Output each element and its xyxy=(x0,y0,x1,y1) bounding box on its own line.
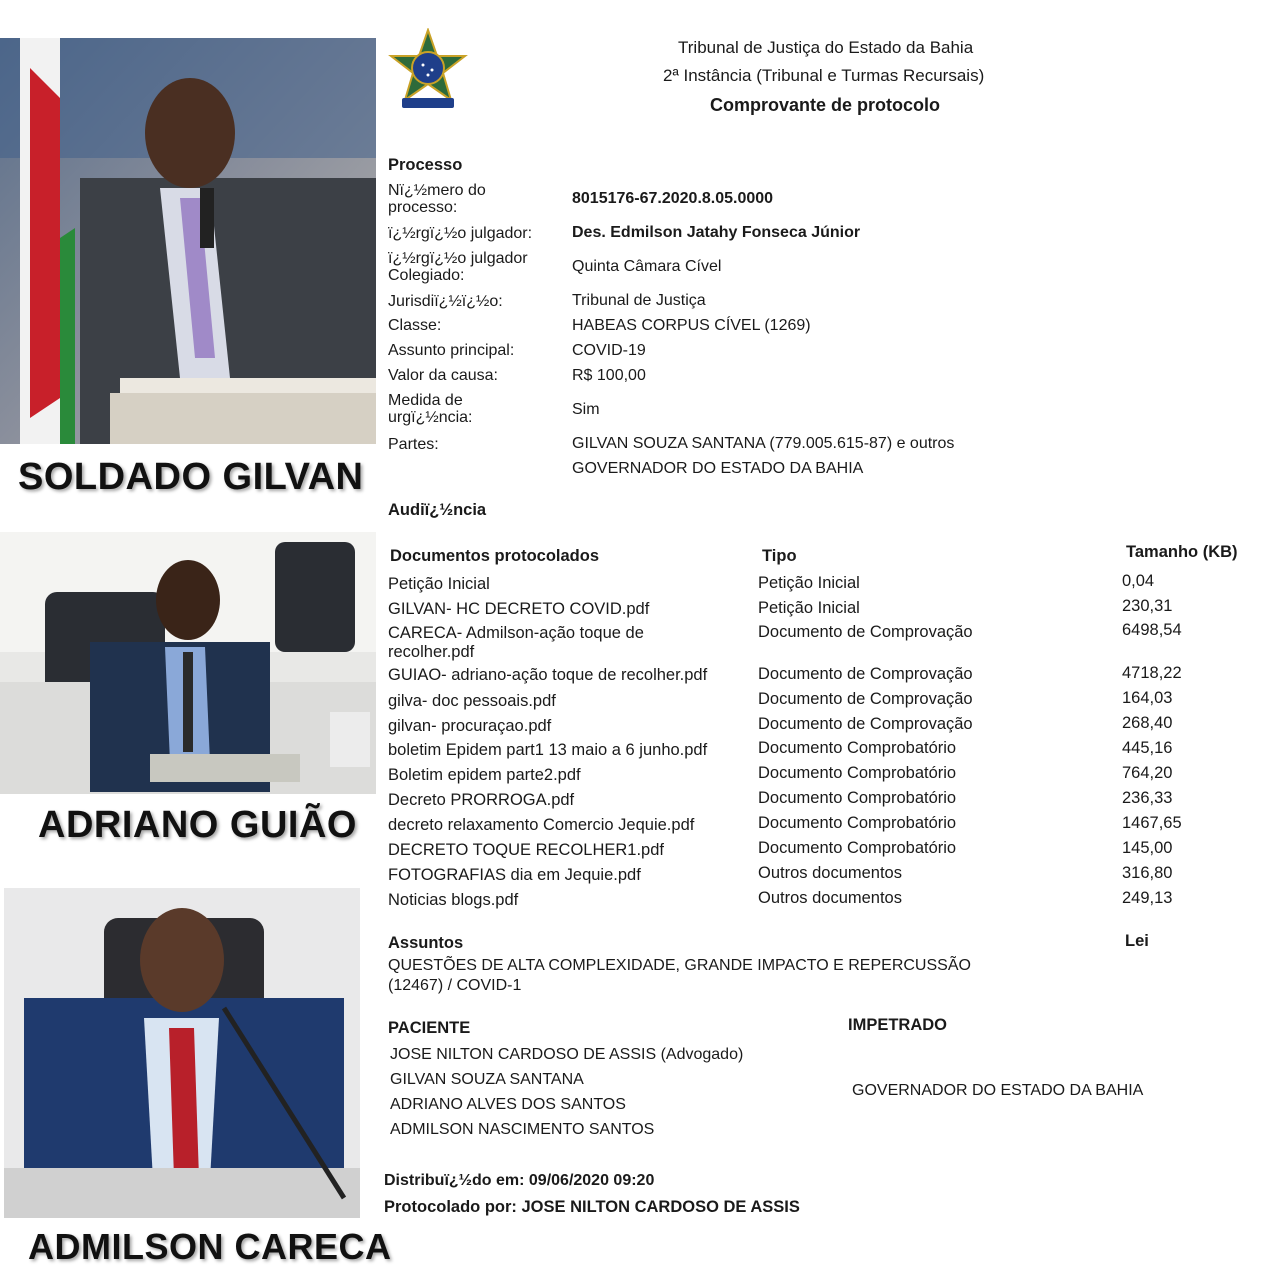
doc-type: Documento de Comprovação xyxy=(758,623,973,641)
label-classe: Classe: xyxy=(388,317,442,334)
doc-name: Petição Inicial xyxy=(388,575,490,593)
paciente-name: JOSE NILTON CARDOSO DE ASSIS (Advogado) xyxy=(390,1046,744,1063)
doc-name: gilvan- procuraçao.pdf xyxy=(388,717,552,735)
photo-admilson-careca xyxy=(4,888,360,1218)
doc-size: 230,31 xyxy=(1122,597,1173,615)
value-assunto-principal: COVID-19 xyxy=(572,342,646,359)
doc-type: Outros documentos xyxy=(758,864,902,882)
value-orgao-colegiado: Quinta Câmara Cível xyxy=(572,258,722,275)
value-numero-processo: 8015176-67.2020.8.05.0000 xyxy=(572,190,774,207)
doc-name: Noticias blogs.pdf xyxy=(388,891,519,909)
section-assuntos: Assuntos xyxy=(388,934,464,952)
doc-type: Petição Inicial xyxy=(758,574,860,592)
impetrado-name: GOVERNADOR DO ESTADO DA BAHIA xyxy=(852,1082,1144,1099)
doc-type: Documento de Comprovação xyxy=(758,690,973,708)
protocol-receipt xyxy=(380,20,1280,1260)
doc-name: DECRETO TOQUE RECOLHER1.pdf xyxy=(388,841,664,859)
value-orgao-julgador: Des. Edmilson Jatahy Fonseca Júnior xyxy=(572,224,861,241)
col-header-tamanho: Tamanho (KB) xyxy=(1126,543,1238,561)
distribuido-em: Distribuï¿½do em: 09/06/2020 09:20 xyxy=(384,1172,655,1189)
doc-type: Documento Comprobatório xyxy=(758,764,957,782)
doc-name: boletim Epidem part1 13 maio a 6 junho.pdf xyxy=(388,741,708,759)
label-numero-processo: Nï¿½mero do processo: xyxy=(388,182,486,216)
doc-size: 0,04 xyxy=(1122,572,1155,590)
caption-soldado-gilvan: SOLDADO GILVAN xyxy=(18,456,364,498)
label-partes: Partes: xyxy=(388,436,439,453)
section-processo: Processo xyxy=(388,156,463,174)
doc-size: 268,40 xyxy=(1122,714,1173,732)
value-jurisdicao: Tribunal de Justiça xyxy=(572,292,706,309)
doc-type: Outros documentos xyxy=(758,889,902,907)
value-medida-urgencia: Sim xyxy=(572,401,600,418)
doc-name: FOTOGRAFIAS dia em Jequie.pdf xyxy=(388,866,641,884)
caption-admilson-careca: ADMILSON CARECA xyxy=(28,1226,392,1267)
doc-type: Documento Comprobatório xyxy=(758,789,957,807)
doc-type: Documento de Comprovação xyxy=(758,665,973,683)
label-valor-causa: Valor da causa: xyxy=(388,367,498,384)
protocolado-por: Protocolado por: JOSE NILTON CARDOSO DE ASSIS xyxy=(384,1198,800,1216)
label-orgao-colegiado: ï¿½rgï¿½o julgador Colegiado: xyxy=(388,250,528,284)
doc-size: 164,03 xyxy=(1122,689,1173,707)
assuntos-line-2: (12467) / COVID-1 xyxy=(388,977,522,994)
label-orgao-julgador: ï¿½rgï¿½o julgador: xyxy=(388,225,533,242)
paciente-name: GILVAN SOUZA SANTANA xyxy=(390,1071,584,1088)
doc-type: Documento de Comprovação xyxy=(758,715,973,733)
doc-size: 145,00 xyxy=(1122,839,1173,857)
doc-type: Documento Comprobatório xyxy=(758,839,957,857)
value-partes-1: GILVAN SOUZA SANTANA (779.005.615-87) e outros xyxy=(572,435,955,452)
paciente-name: ADRIANO ALVES DOS SANTOS xyxy=(390,1096,626,1113)
receipt-title: Comprovante de protocolo xyxy=(710,95,941,115)
value-classe: HABEAS CORPUS CÍVEL (1269) xyxy=(572,317,811,334)
doc-size: 236,33 xyxy=(1122,789,1173,807)
value-valor-causa: R$ 100,00 xyxy=(572,367,646,384)
col-header-documentos: Documentos protocolados xyxy=(390,547,600,565)
doc-name: decreto relaxamento Comercio Jequie.pdf xyxy=(388,816,695,834)
doc-name: Boletim epidem parte2.pdf xyxy=(388,766,581,784)
doc-size: 4718,22 xyxy=(1122,664,1182,682)
col-header-tipo: Tipo xyxy=(762,547,797,565)
label-assunto-principal: Assunto principal: xyxy=(388,342,515,359)
label-medida-urgencia: Medida de urgï¿½ncia: xyxy=(388,392,473,426)
doc-name: CARECA- Admilson-ação toque de recolher.pdf xyxy=(388,624,644,661)
section-audiencia: Audiï¿½ncia xyxy=(388,501,487,519)
doc-size: 316,80 xyxy=(1122,864,1173,882)
photo-soldado-gilvan xyxy=(0,38,376,444)
doc-size: 249,13 xyxy=(1122,889,1173,907)
assuntos-line-1: QUESTÕES DE ALTA COMPLEXIDADE, GRANDE IMPACTO E REPERCUSSÃO xyxy=(388,957,971,974)
section-impetrado: IMPETRADO xyxy=(848,1016,947,1034)
doc-size: 445,16 xyxy=(1122,739,1173,757)
value-partes-2: GOVERNADOR DO ESTADO DA BAHIA xyxy=(572,460,864,477)
photo-adriano-guiao xyxy=(0,532,376,794)
label-lei: Lei xyxy=(1125,932,1149,950)
court-name: Tribunal de Justiça do Estado da Bahia xyxy=(678,38,974,57)
caption-adriano-guiao: ADRIANO GUIÃO xyxy=(38,804,357,846)
section-paciente: PACIENTE xyxy=(388,1019,471,1037)
doc-type: Documento Comprobatório xyxy=(758,814,957,832)
doc-name: GILVAN- HC DECRETO COVID.pdf xyxy=(388,600,650,618)
court-instance: 2ª Instância (Tribunal e Turmas Recursais) xyxy=(663,66,985,85)
doc-name: gilva- doc pessoais.pdf xyxy=(388,692,556,710)
doc-type: Documento Comprobatório xyxy=(758,739,957,757)
paciente-name: ADMILSON NASCIMENTO SANTOS xyxy=(390,1121,655,1138)
doc-size: 1467,65 xyxy=(1122,814,1182,832)
doc-size: 764,20 xyxy=(1122,764,1173,782)
coat-of-arms-icon xyxy=(388,28,468,117)
doc-type: Petição Inicial xyxy=(758,599,860,617)
doc-name: Decreto PRORROGA.pdf xyxy=(388,791,575,809)
doc-size: 6498,54 xyxy=(1122,621,1182,639)
doc-name: GUIAO- adriano-ação toque de recolher.pdf xyxy=(388,666,708,684)
label-jurisdicao: Jurisdiï¿½ï¿½o: xyxy=(388,293,503,310)
